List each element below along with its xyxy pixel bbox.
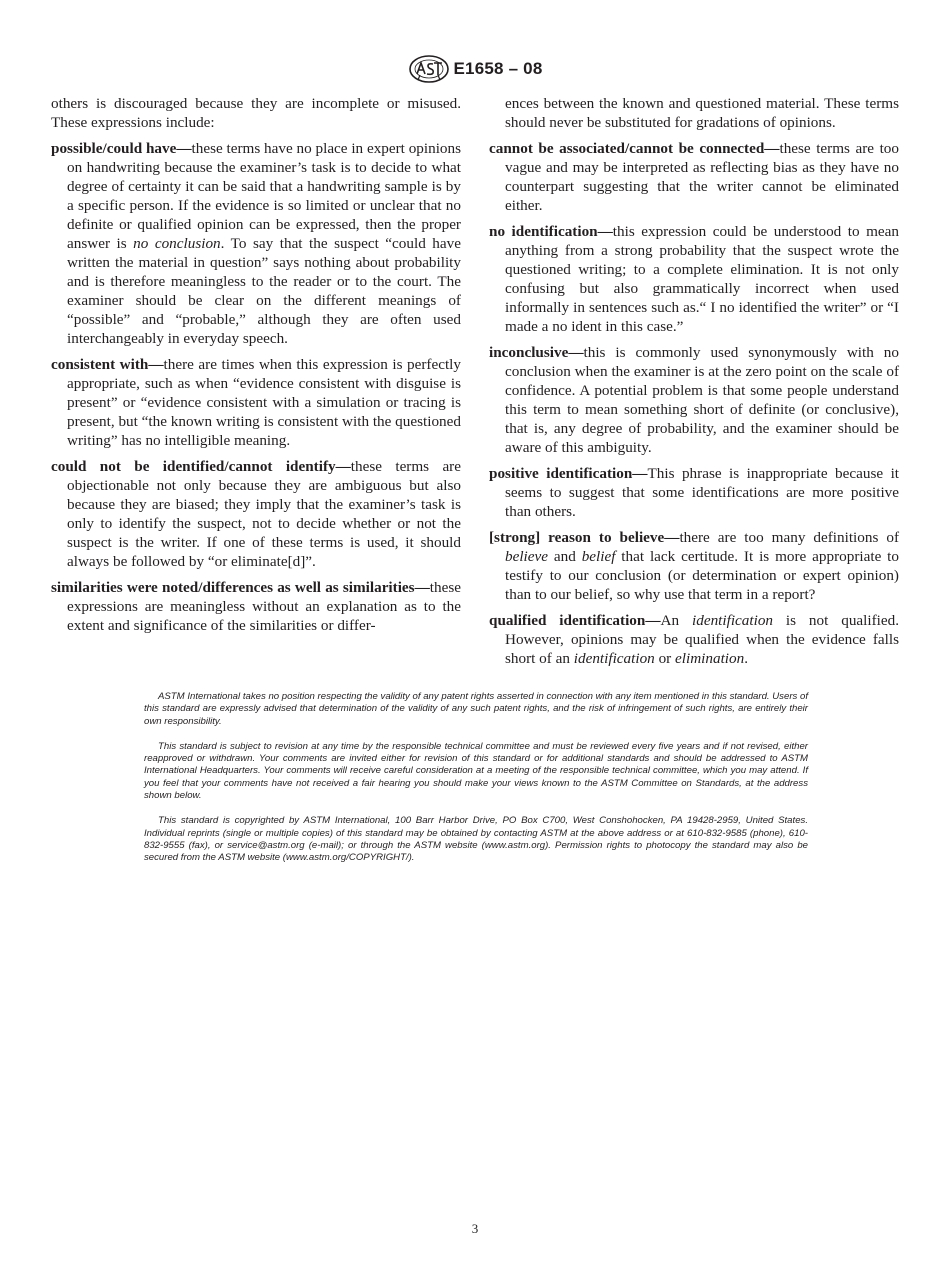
entry-text: that lack certitude. It is more appropriate to testify to our conclusion (or determination or expert opinion) than to our belief, so why use that term in a report? bbox=[505, 548, 899, 603]
page-number: 3 bbox=[471, 1221, 479, 1236]
entry-term: qualified identification— bbox=[489, 612, 661, 629]
continuation-paragraph: ences between the known and questioned material. These terms should never be substituted for gradations of opinions. bbox=[505, 95, 899, 131]
entry-text: these terms are too vague and may be interpreted as reflecting bias as they have no counterpart suggesting that the writer cannot be eliminated either. bbox=[505, 140, 899, 214]
entry-term: inconclusive— bbox=[489, 344, 584, 361]
astm-logo-icon bbox=[408, 54, 450, 84]
entry-no-identification bbox=[489, 222, 899, 336]
entry-text: . bbox=[744, 650, 748, 667]
entry-text: is not qualified. However, opinions may be qualified when the evidence falls short of an bbox=[505, 612, 900, 667]
entry-term: consistent with— bbox=[51, 356, 164, 373]
right-column bbox=[489, 94, 899, 675]
entry-term: similarities were noted/differences as well as similarities— bbox=[51, 579, 430, 596]
entry-emphasis: identification bbox=[573, 650, 655, 667]
standard-designation: E1658 – 08 bbox=[453, 59, 543, 78]
entry-term: [strong] reason to believe— bbox=[489, 529, 680, 546]
page-header bbox=[0, 52, 950, 86]
entry-positive-identification bbox=[489, 464, 899, 521]
entry-term: could not be identified/cannot identify— bbox=[51, 458, 351, 475]
patent-notice: ASTM International takes no position respecting the validity of any patent rights asserted in connection with any item mentioned in this standard. Users of this standard are expressly advised that determination of the validity of any such patent rights, and the risk of infringement of such rights, are entirely their own responsibility. bbox=[144, 691, 808, 727]
entry-text: these terms have no place in expert opinions on handwriting because the examiner’s task is to decide to what degree of certainty it can be said that a handwriting sample is by a specific person. If the evidence is so limited or unclear that no definite or qualified opinion can be expressed, then the proper answer is bbox=[67, 140, 462, 252]
entry-cannot-be-associated bbox=[489, 139, 899, 215]
entry-emphasis: belief bbox=[581, 548, 616, 565]
left-column bbox=[51, 94, 461, 642]
entry-text: these expressions are meaningless without an explanation as to the extent and significance of the similarities or differ- bbox=[67, 579, 461, 634]
revision-notice: This standard is subject to revision at any time by the responsible technical committee and must be reviewed every five years and if not revised, either reapproved or withdrawn. Your comments are invited either for revision of this standard or for additional standards and should be addressed to ASTM International Headquarters. Your comments will receive careful consideration at a meeting of the responsible technical committee, which you may attend. If you feel that your comments have not received a fair hearing you should make your views known to the ASTM Committee on Standards, at the address shown below. bbox=[144, 740, 808, 802]
entry-similarities-were-noted bbox=[51, 578, 461, 635]
entry-text: this is commonly used synonymously with no conclusion when the examiner is at the zero point on the scale of confidence. A potential problem is that some people understand this term to mean something short of definite (or conclusive), that is, any degree of probability, and the examiner should be aware of this ambiguity. bbox=[505, 344, 899, 456]
entry-possible-could-have bbox=[51, 139, 461, 348]
entry-text: and bbox=[548, 548, 582, 565]
entry-text: This phrase is inappropriate because it seems to suggest that some identifications are more positive than others. bbox=[505, 465, 900, 520]
entry-qualified-identification bbox=[489, 611, 899, 668]
entry-inconclusive bbox=[489, 343, 899, 457]
entry-strong-reason-to-believe bbox=[489, 528, 899, 604]
entry-could-not-be-identified bbox=[51, 457, 461, 571]
entry-consistent-with bbox=[51, 355, 461, 450]
entry-text: An bbox=[660, 612, 693, 629]
entry-emphasis: no conclusion bbox=[133, 235, 221, 252]
entry-emphasis: elimination bbox=[675, 650, 745, 667]
copyright-notice: This standard is copyrighted by ASTM International, 100 Barr Harbor Drive, PO Box C700, West Conshohocken, PA 19428-2959, United States. Individual reprints (single or multiple copies) of this standard may be obtained by contacting ASTM at the above address or at 610-832-9585 (phone), 610-832-9555 (fax), or service@astm.org (e-mail); or through the ASTM website (www.astm.org). Permission rights to photocopy the standard may also be secured from the ASTM website (www.astm.org/COPYRIGHT/). bbox=[144, 815, 808, 864]
entry-text: . To say that the suspect “could have written the material in question” says nothing about probability and is therefore meaningless to the reader or to the court. The examiner should be clear on the different meanings of “possible” and “probable,” although they are often used interchangeably in everyday speech. bbox=[67, 235, 461, 347]
legal-notices bbox=[144, 691, 808, 878]
entry-term: cannot be associated/cannot be connected— bbox=[489, 140, 780, 157]
entry-emphasis: identification bbox=[692, 612, 774, 629]
entry-text: or bbox=[654, 650, 676, 667]
entry-text: this expression could be understood to mean anything from a strong probability that the suspect wrote the questioned writing; to a complete elimination. It is not only confusing but also grammatically incorrect when used informally in sentences such as.“ I no identified the writer” or “I made a no ident in this case.” bbox=[505, 223, 899, 335]
entry-emphasis: believe bbox=[505, 548, 548, 565]
entry-term: positive identification— bbox=[489, 465, 648, 482]
entry-text: there are times when this expression is perfectly appropriate, such as when “evidence consistent with disguise is present” or “evidence consistent with a simulation or tracing is present, but “the known writing is consistent with the questioned writing” has no intelligible meaning. bbox=[67, 356, 461, 449]
entry-term: possible/could have— bbox=[51, 140, 192, 157]
intro-paragraph: others is discouraged because they are incomplete or misused. These expressions include: bbox=[51, 95, 461, 131]
entry-text: there are too many definitions of bbox=[679, 529, 900, 546]
entry-text: these terms are objectionable not only because they are ambiguous but also because they are biased; they imply that the examiner’s task is only to identify the suspect, not to decide whether or not the suspect is the writer. If one of these terms is used, it should always be followed by “or eliminate[d]”. bbox=[67, 458, 461, 570]
entry-term: no identification— bbox=[489, 223, 613, 240]
